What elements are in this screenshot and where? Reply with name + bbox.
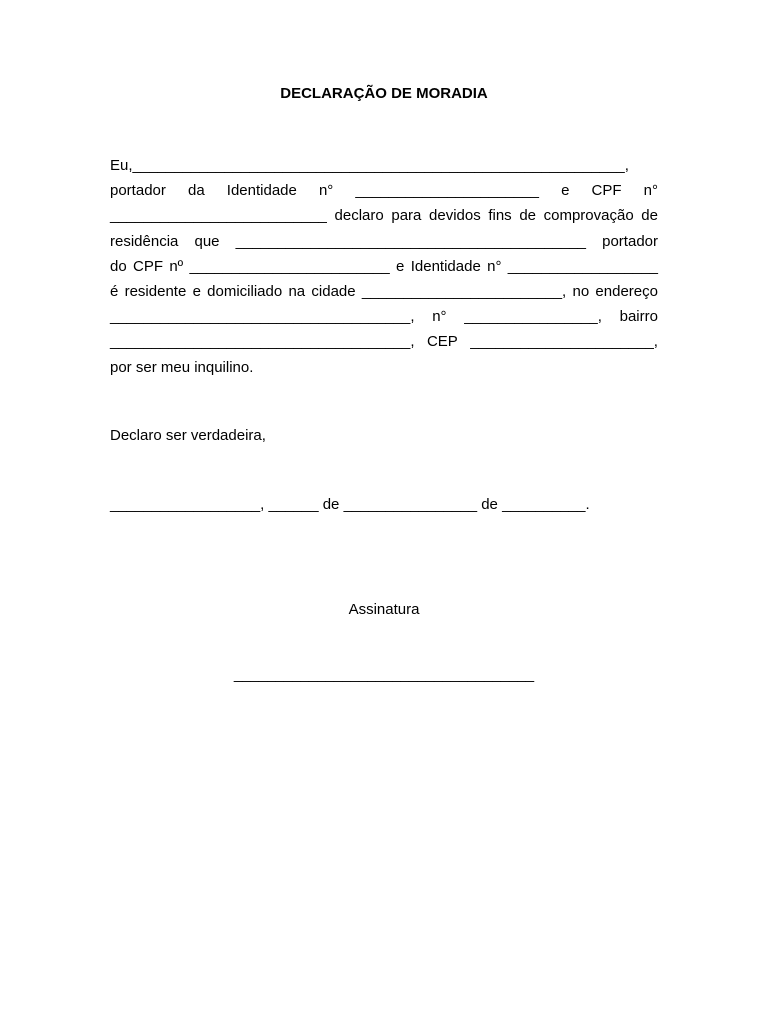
body-word: ________________________, xyxy=(361,282,567,300)
body-word: para xyxy=(391,207,422,225)
body-line xyxy=(110,254,658,279)
body-word: n° xyxy=(487,257,502,275)
body-word: CPF xyxy=(591,182,622,200)
body-line xyxy=(110,329,658,354)
body-word: Eu,___________________________________________________________, xyxy=(110,157,629,174)
body-word: n° xyxy=(643,182,658,200)
body-word: bairro xyxy=(619,308,658,326)
body-word: de xyxy=(519,207,536,225)
body-word: n° xyxy=(432,308,447,326)
body-word: Identidade xyxy=(410,257,481,275)
body-line xyxy=(110,229,658,254)
body-word: ______________________ xyxy=(355,182,539,200)
body-word: e xyxy=(396,257,405,275)
body-word: fins xyxy=(488,207,512,225)
body-word: da xyxy=(187,182,205,200)
body-word: domiciliado xyxy=(207,282,283,300)
body-word: ________________, xyxy=(464,308,602,326)
body-word: de xyxy=(641,207,658,225)
body-word: do xyxy=(110,257,127,275)
body-word: CPF xyxy=(133,257,164,275)
body-word: ______________________, xyxy=(470,333,658,351)
document-title: DECLARAÇÃO DE MORADIA xyxy=(280,85,488,102)
body-word: cidade xyxy=(311,282,356,300)
body-word: portador xyxy=(602,232,658,250)
date-line: __________________, ______ de ________________ de __________. xyxy=(110,496,590,513)
closing-text: Declaro ser verdadeira, xyxy=(110,427,266,444)
body-word: ____________________________________, xyxy=(110,308,415,326)
body-word: nº xyxy=(169,257,184,275)
body-word: devidos xyxy=(429,207,481,225)
body-word: no xyxy=(572,282,590,300)
declaration-body xyxy=(110,153,658,380)
body-word: na xyxy=(288,282,306,300)
body-word: e xyxy=(561,182,570,200)
body-word: ____________________________________, xyxy=(110,333,415,351)
body-word: __________________ xyxy=(507,257,658,275)
body-line xyxy=(110,203,658,228)
body-word: que xyxy=(194,232,220,250)
signature-line: ____________________________________ xyxy=(233,666,535,683)
body-word: CEP xyxy=(426,333,458,351)
body-word: n° xyxy=(318,182,334,200)
body-line xyxy=(110,304,658,329)
body-line xyxy=(110,153,658,178)
body-word: declaro xyxy=(334,207,384,225)
body-word: Identidade xyxy=(226,182,297,200)
body-word: ________________________ xyxy=(189,257,390,275)
body-word: residente xyxy=(124,282,187,300)
body-word: portador xyxy=(110,182,166,200)
body-word: é xyxy=(110,282,119,300)
body-word: __________________________ xyxy=(110,207,327,225)
body-word: residência xyxy=(110,232,179,250)
body-line-last: por ser meu inquilino. xyxy=(110,358,254,376)
body-word: comprovação xyxy=(543,207,634,225)
body-word: __________________________________________ xyxy=(235,232,587,250)
body-line xyxy=(110,178,658,203)
body-word: endereço xyxy=(595,282,658,300)
body-line xyxy=(110,279,658,304)
body-word: e xyxy=(192,282,201,300)
signature-label: Assinatura xyxy=(348,601,420,618)
